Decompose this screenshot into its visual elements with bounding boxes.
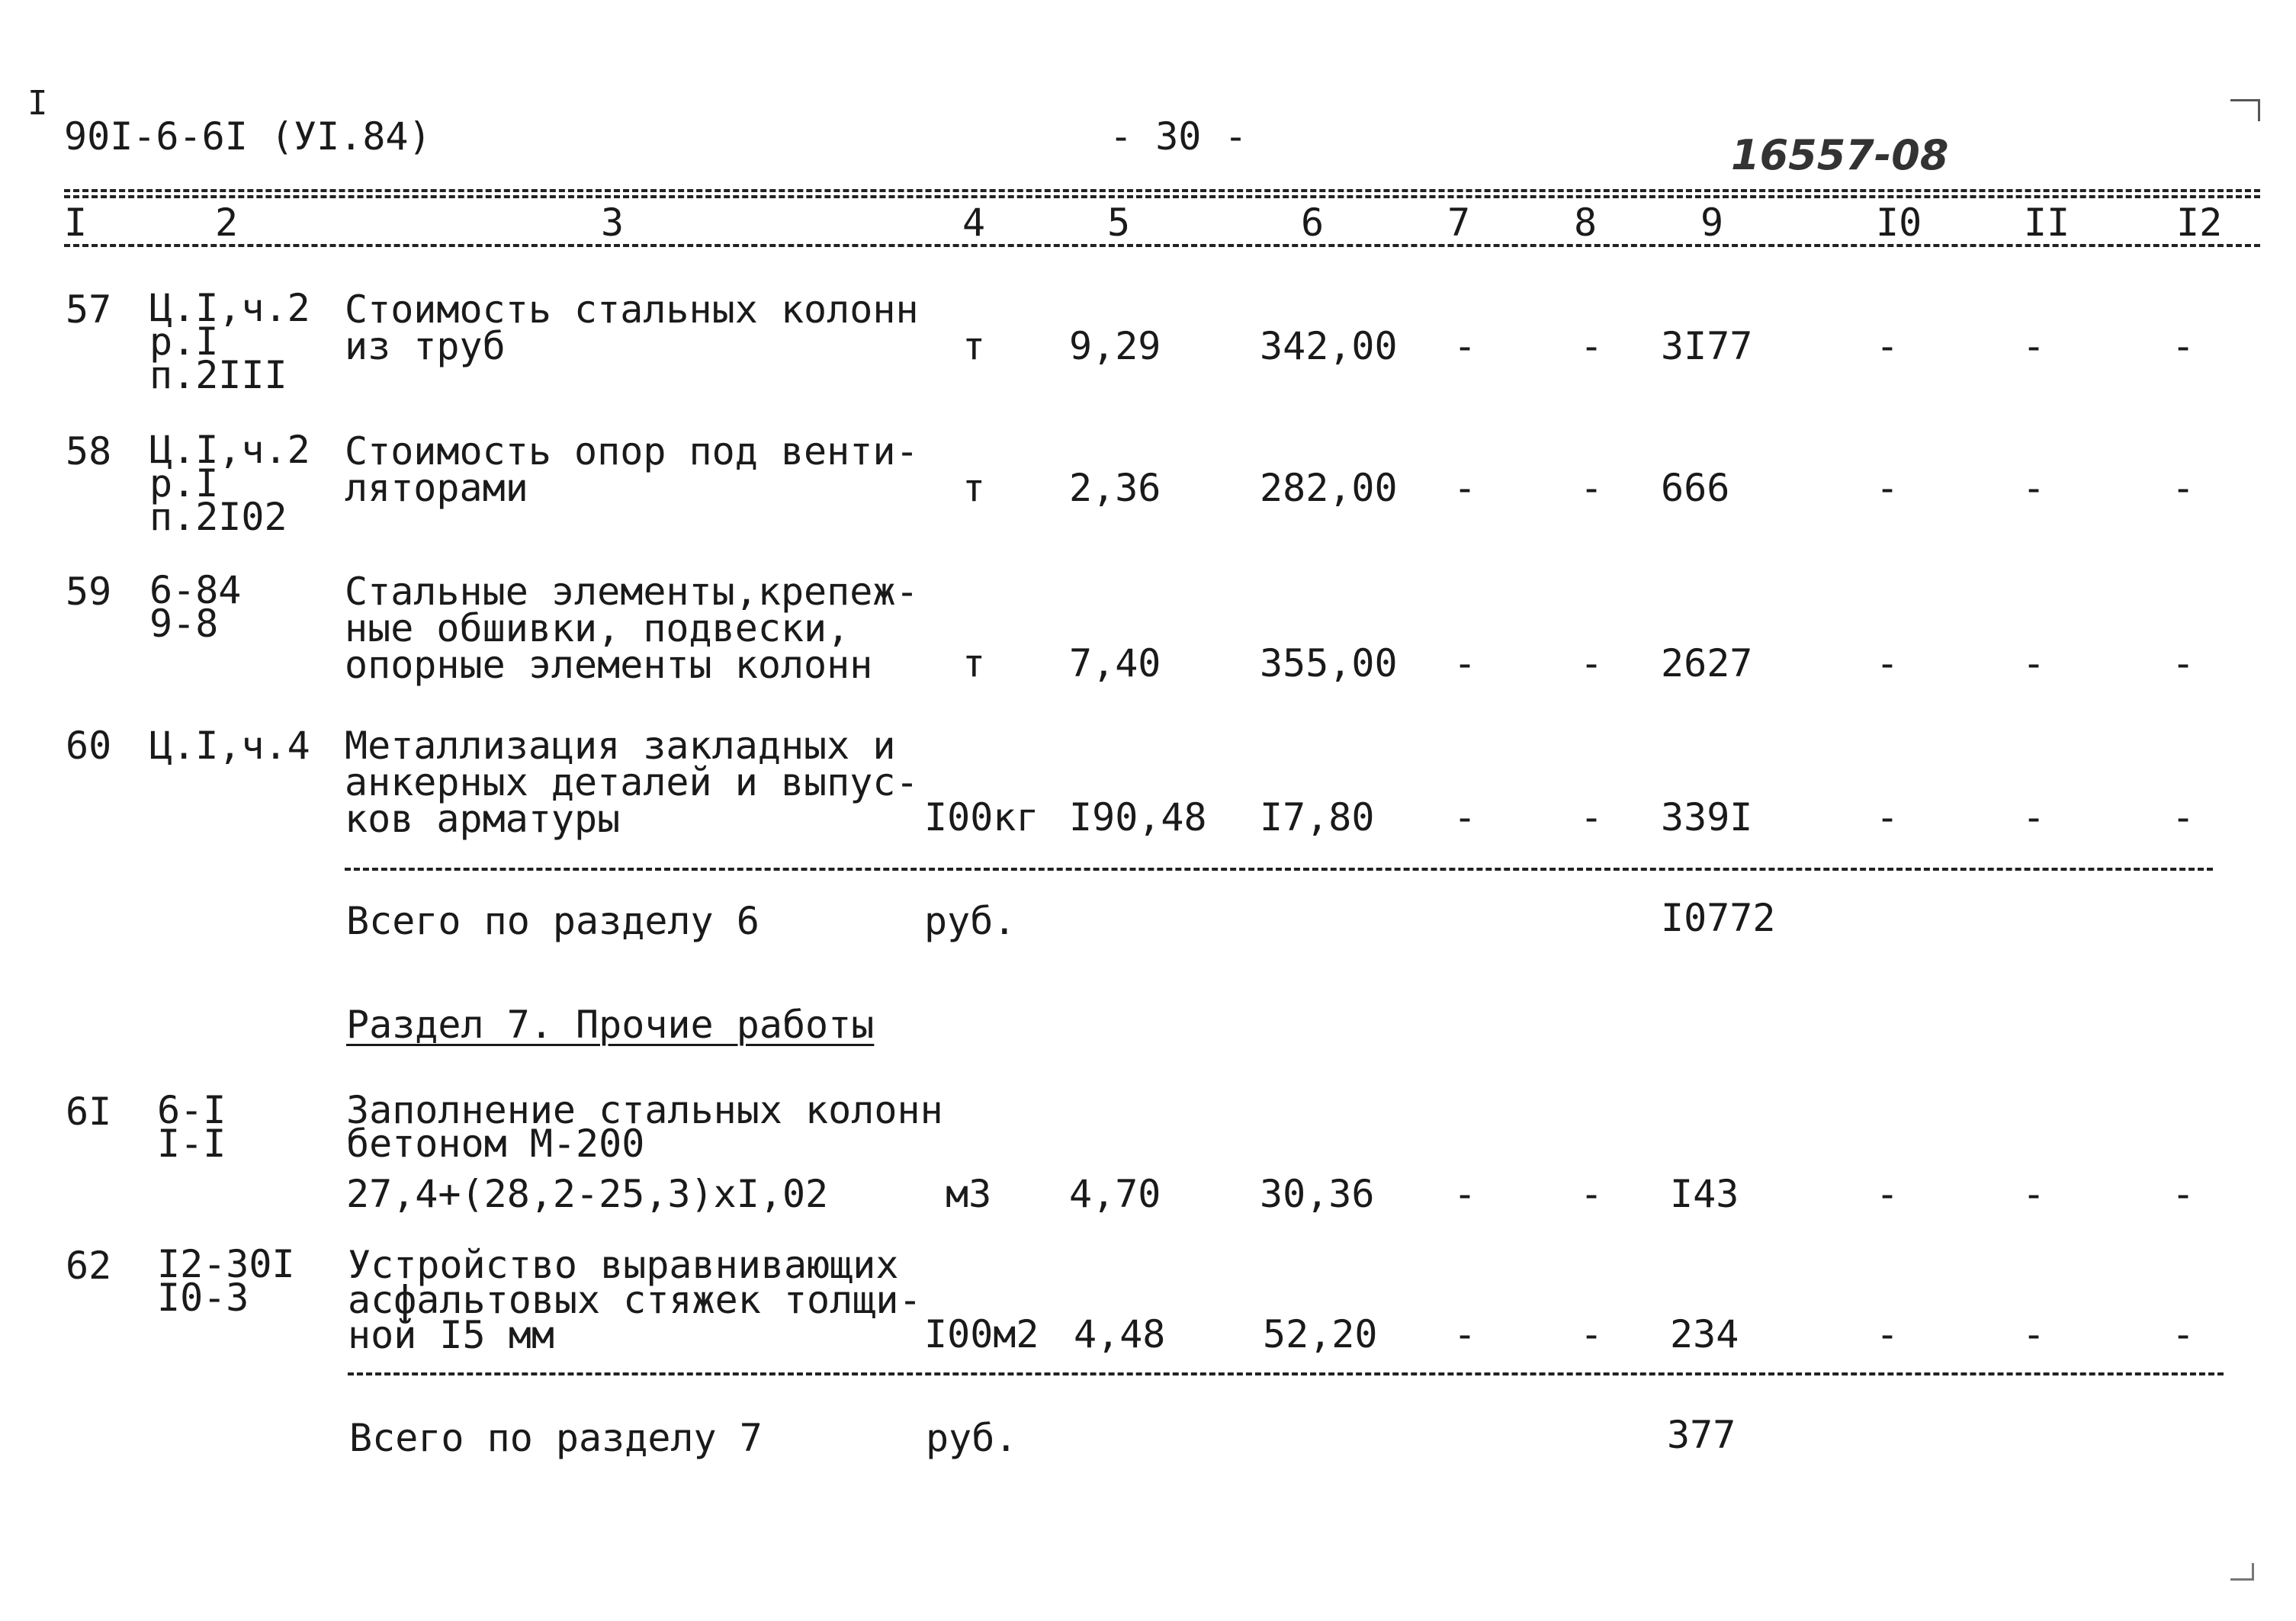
row-unit: т xyxy=(962,324,986,368)
row-col12: - xyxy=(2172,1312,2195,1356)
row-total: 2627 xyxy=(1661,641,1753,685)
document-code: 90I-6-6I (УI.84) xyxy=(64,114,432,159)
row-price: 282,00 xyxy=(1260,466,1398,510)
col-header-5: 5 xyxy=(1107,201,1131,245)
row-col12: - xyxy=(2172,324,2195,368)
row-code: 6-84 9-8 xyxy=(149,568,242,646)
row-col11: - xyxy=(2022,1312,2046,1356)
row-unit: I00кг xyxy=(924,795,1039,839)
handwritten-number: 16557-08 xyxy=(1731,131,1949,179)
header-rule-bottom xyxy=(64,244,2260,247)
row-description: Заполнение стальных колонн бетоном М-200 xyxy=(346,1088,943,1166)
row-col8: - xyxy=(1580,641,1604,685)
row-col10: - xyxy=(1876,1312,1899,1356)
row-number: 60 xyxy=(66,724,112,768)
row-quantity: I90,48 xyxy=(1069,795,1207,839)
section-total-label: Всего по разделу 6 xyxy=(346,899,759,943)
row-col8: - xyxy=(1580,795,1604,839)
section6-rule xyxy=(345,868,2213,871)
col-header-4: 4 xyxy=(962,201,986,245)
row-col12: - xyxy=(2172,466,2195,510)
row-col8: - xyxy=(1580,466,1604,510)
row-col7: - xyxy=(1453,795,1477,839)
row-price: 355,00 xyxy=(1260,641,1398,685)
row-description: Стоимость опор под венти- ляторами xyxy=(345,429,919,510)
corner-mark-bottom xyxy=(2230,1563,2254,1581)
col-header-8: 8 xyxy=(1574,201,1598,245)
row-quantity: 4,48 xyxy=(1074,1312,1166,1356)
page-number: - 30 - xyxy=(1109,114,1248,159)
row-col12: - xyxy=(2172,795,2195,839)
row-price: 30,36 xyxy=(1260,1172,1375,1216)
row-col10: - xyxy=(1876,1172,1899,1216)
row-col7: - xyxy=(1453,324,1477,368)
section-total-value: I0772 xyxy=(1661,896,1776,940)
row-code: Ц.I,ч.4 xyxy=(149,724,310,768)
row-col11: - xyxy=(2022,641,2046,685)
row-total: 234 xyxy=(1670,1312,1739,1356)
row-col11: - xyxy=(2022,466,2046,510)
row-quantity: 9,29 xyxy=(1069,324,1161,368)
corner-mark xyxy=(2230,99,2260,121)
row-unit: т xyxy=(962,466,986,510)
row-col11: - xyxy=(2022,324,2046,368)
row-code: Ц.I,ч.2 р.I п.2III xyxy=(149,286,310,397)
section-total-value: 377 xyxy=(1667,1413,1736,1457)
row-col12: - xyxy=(2172,641,2195,685)
row-col7: - xyxy=(1453,641,1477,685)
col-header-11: II xyxy=(2024,201,2070,245)
row-col10: - xyxy=(1876,641,1899,685)
row-number: 59 xyxy=(66,570,112,614)
row-price: I7,80 xyxy=(1260,795,1375,839)
row-price: 342,00 xyxy=(1260,324,1398,368)
row-col7: - xyxy=(1453,1312,1477,1356)
row-code: Ц.I,ч.2 р.I п.2I02 xyxy=(149,428,310,539)
row-description: Устройство выравнивающих асфальтовых стяжек толщи- ной I5 мм xyxy=(348,1243,922,1357)
col-header-12: I2 xyxy=(2176,201,2223,245)
row-col7: - xyxy=(1453,466,1477,510)
row-total: 666 xyxy=(1661,466,1730,510)
section7-rule xyxy=(348,1372,2224,1375)
row-quantity: 7,40 xyxy=(1069,641,1161,685)
row-number: 6I xyxy=(66,1090,112,1134)
header-rule-top-2 xyxy=(64,195,2260,198)
row-number: 58 xyxy=(66,429,112,473)
row-number: 57 xyxy=(66,287,112,332)
row-price: 52,20 xyxy=(1263,1312,1378,1356)
col-header-7: 7 xyxy=(1447,201,1471,245)
row-code: 6-I I-I xyxy=(157,1088,226,1166)
row-quantity: 4,70 xyxy=(1069,1172,1161,1216)
col-header-9: 9 xyxy=(1700,201,1724,245)
row-number: 62 xyxy=(66,1244,112,1288)
margin-tick: I xyxy=(27,84,48,123)
col-header-3: 3 xyxy=(601,201,625,245)
row-col8: - xyxy=(1580,324,1604,368)
row-quantity: 2,36 xyxy=(1069,466,1161,510)
row-col11: - xyxy=(2022,795,2046,839)
row-unit: м3 xyxy=(946,1172,992,1216)
row-unit: I00м2 xyxy=(924,1312,1039,1356)
col-header-1: I xyxy=(64,201,88,245)
row-total: 339I xyxy=(1661,795,1753,839)
row-col8: - xyxy=(1580,1172,1604,1216)
section-total-unit: руб. xyxy=(924,899,1016,943)
row-total: 3I77 xyxy=(1661,324,1753,368)
row-col10: - xyxy=(1876,466,1899,510)
section-total-label: Всего по разделу 7 xyxy=(349,1416,763,1460)
row-col10: - xyxy=(1876,324,1899,368)
header-rule-top xyxy=(64,189,2260,192)
row-unit: т xyxy=(962,641,986,685)
row-code: I2-30I I0-3 xyxy=(157,1242,295,1320)
row-col12: - xyxy=(2172,1172,2195,1216)
row-total: I43 xyxy=(1670,1172,1739,1216)
row-formula: 27,4+(28,2-25,3)хI,02 xyxy=(346,1172,829,1216)
row-description: Стальные элементы,крепеж- ные обшивки, подвески, опорные элементы колонн xyxy=(345,570,919,687)
section-total-unit: руб. xyxy=(926,1416,1018,1460)
row-description: Стоимость стальных колонн из труб xyxy=(345,287,919,368)
row-col11: - xyxy=(2022,1172,2046,1216)
col-header-2: 2 xyxy=(215,201,239,245)
row-col7: - xyxy=(1453,1172,1477,1216)
col-header-10: I0 xyxy=(1876,201,1922,245)
row-description: Металлизация закладных и анкерных деталей и выпус- ков арматуры xyxy=(345,724,919,841)
row-col10: - xyxy=(1876,795,1899,839)
row-col8: - xyxy=(1580,1312,1604,1356)
section-heading: Раздел 7. Прочие работы xyxy=(346,1003,875,1047)
col-header-6: 6 xyxy=(1301,201,1325,245)
